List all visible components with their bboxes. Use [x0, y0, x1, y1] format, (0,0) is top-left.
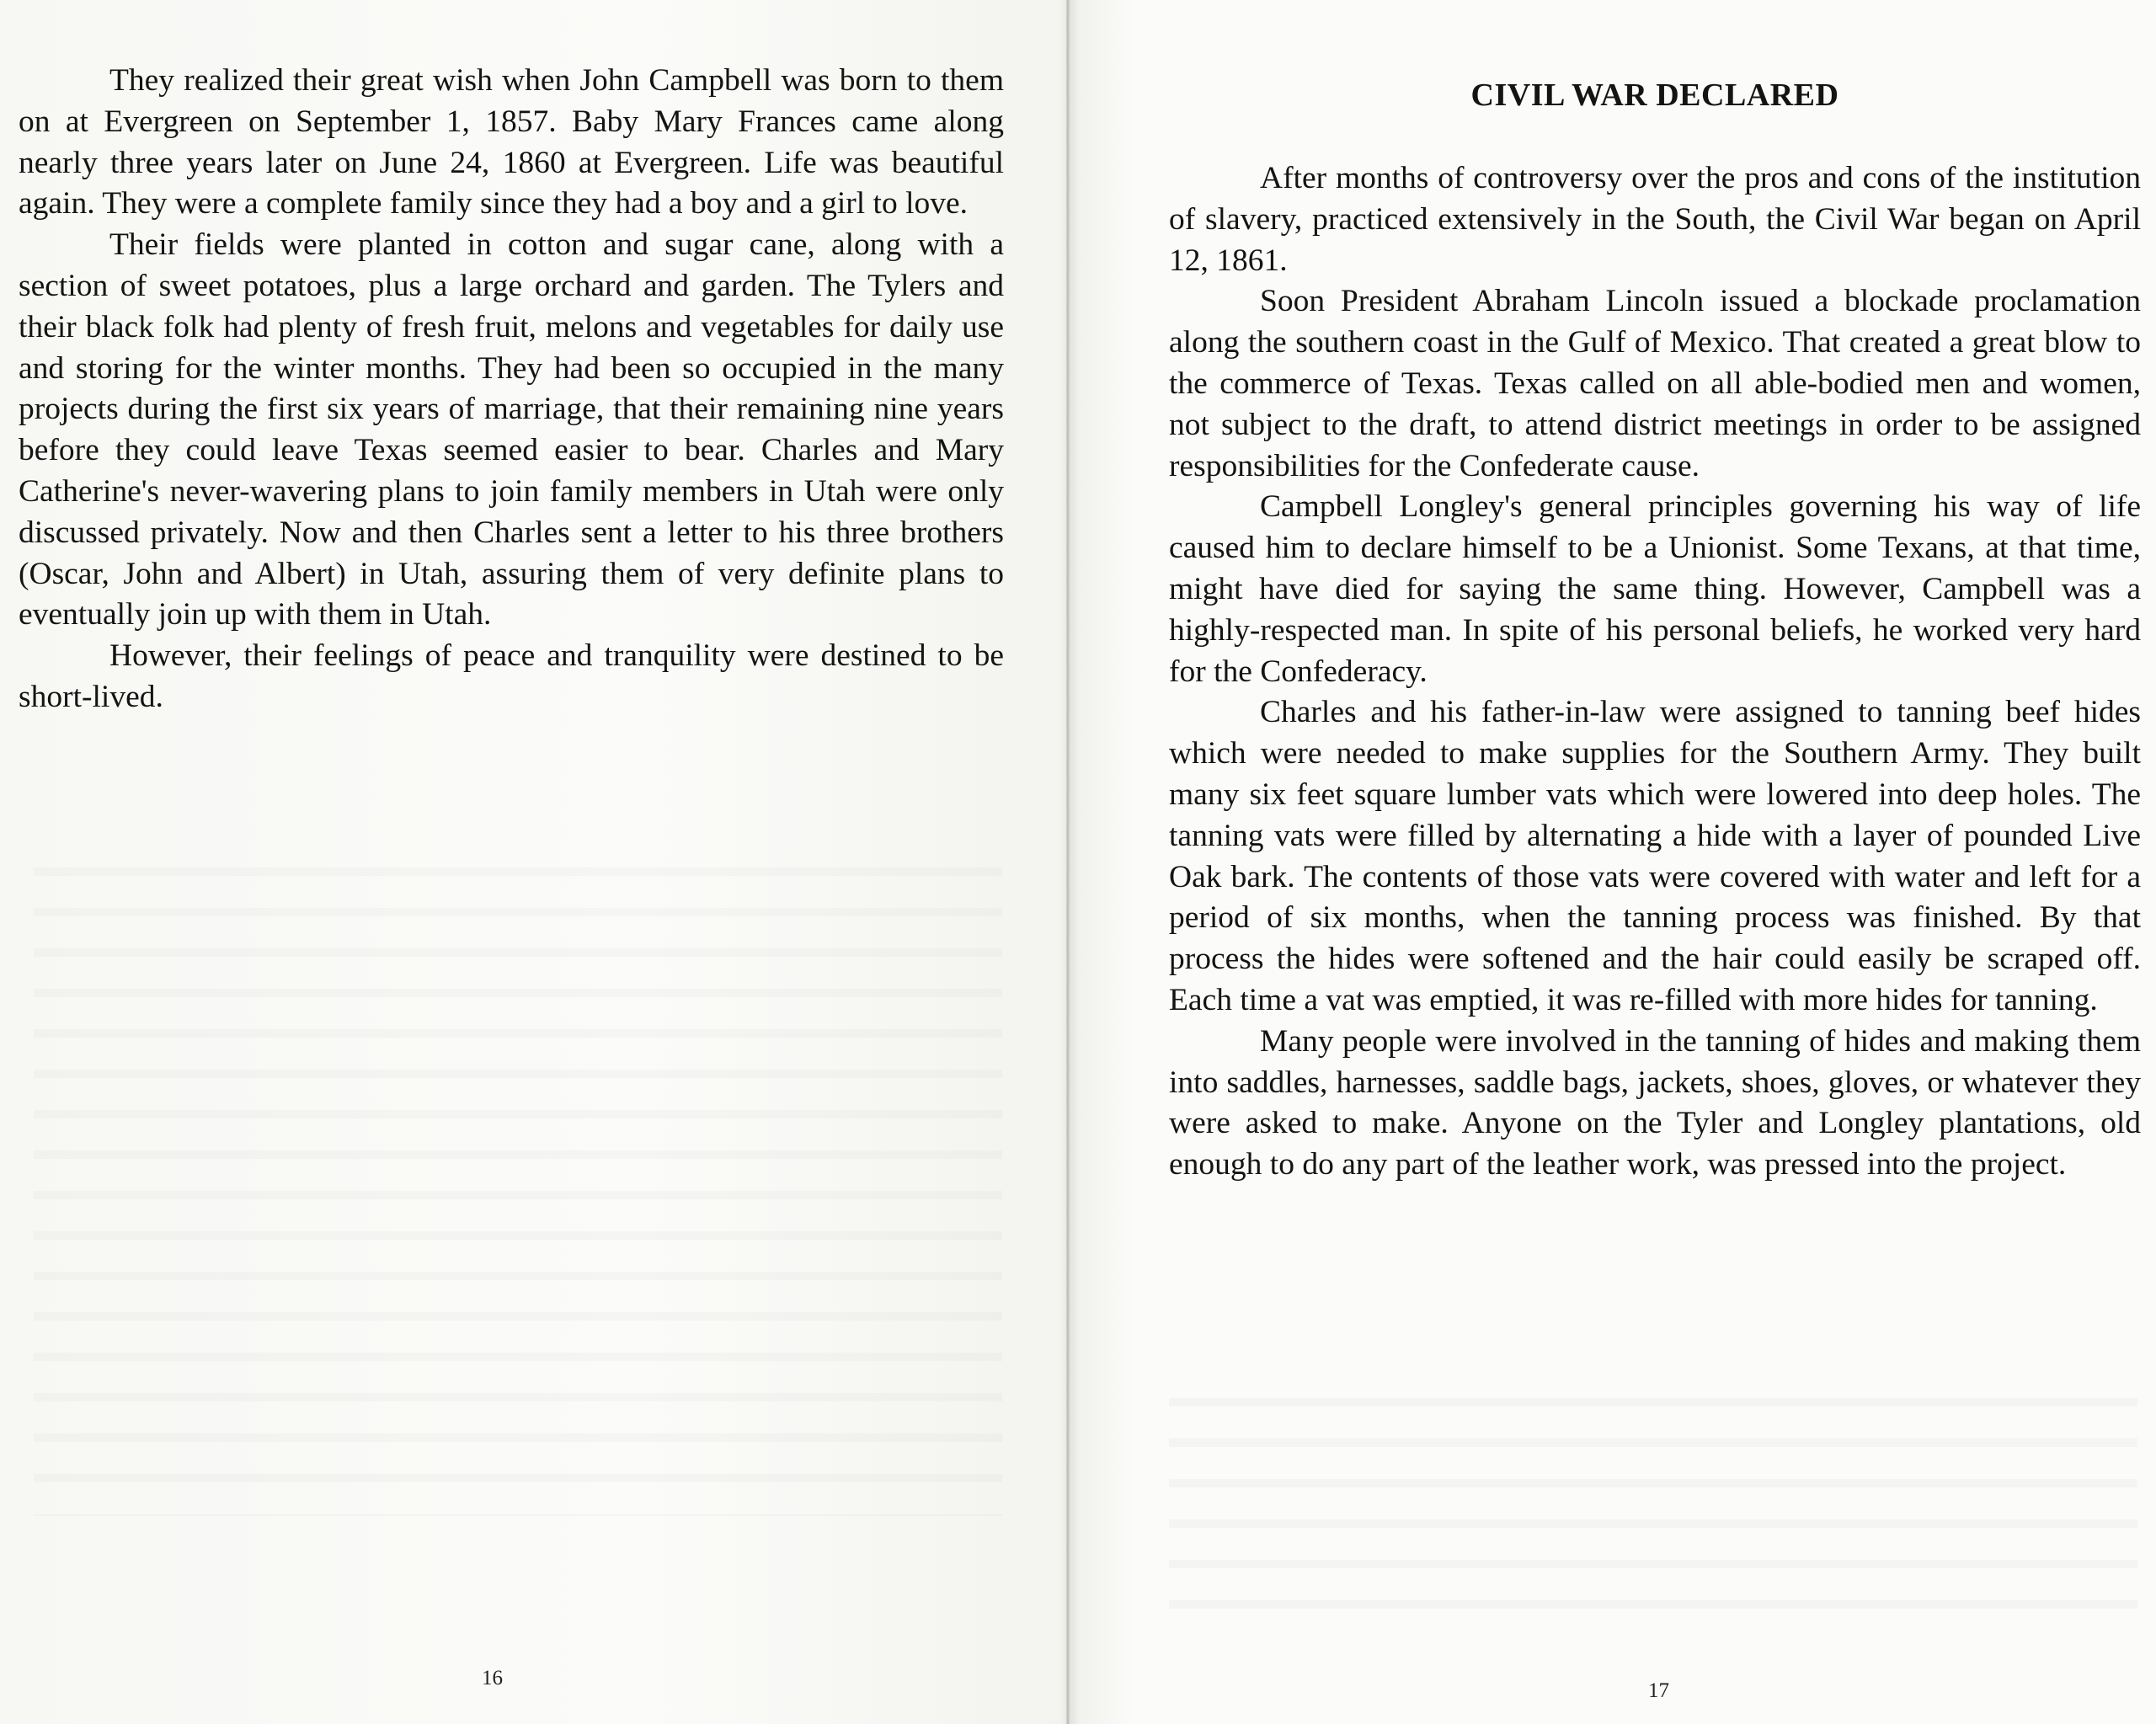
chapter-title: CIVIL WAR DECLARED: [1470, 77, 1839, 113]
right-paragraph-2: Soon President Abraham Lincoln issued a blockade proclamation along the southern coast in the Gulf of Mexico. That created a great blow to the commerce of Texas. Texas called on all able-bodied men and women, not subject to the draft, to attend district meetings in order to be assigned responsibilities for the Confederate cause.: [1169, 284, 2141, 483]
right-paragraph-3: Campbell Longley's general principles governing his way of life caused him to declare himself to be a Unionist. Some Texans, at that time, might have died for saying the same thing. However, Campbell was a highly-respected man. In spite of his personal beliefs, he worked very hard for the Confederacy.: [1169, 489, 2141, 689]
right-paragraph-4: Charles and his father-in-law were assigned to tanning beef hides which were needed to make supplies for the Southern Army. They built many six feet square lumber vats which were lowered into deep holes. The tanning vats were filled by alternating a hide with a layer of pounded Live Oak bark. The contents of those vats were covered with water and left for a period of six months, when the tanning process was finished. By that process the hides were softened and the hair could easily be scraped off. Each time a vat was emptied, it was re-filled with more hides for tanning.: [1169, 695, 2141, 1017]
gutter-shadow: [1059, 0, 1080, 1724]
right-paragraph-5: Many people were involved in the tanning of hides and making them into saddles, harnesses, saddle bags, jackets, shoes, gloves, or whatever they were asked to make. Anyone on the Tyler and Longley plantations, old enough to do any part of the leather work, was pressed into the project.: [1169, 1023, 2141, 1182]
right-page-number: 17: [1648, 1679, 1669, 1702]
left-page-number: 16: [482, 1667, 503, 1689]
left-paragraph-1: They realized their great wish when John Campbell was born to them on at Evergreen on September 1, 1857. Baby Mary Frances came along nearly three years later on June 24, 1860 at Evergreen. Life was beautiful again. They were a complete family since they had a boy and a girl to love.: [19, 63, 1004, 222]
right-page-body: [1169, 158, 2141, 1186]
right-paragraph-1: After months of controversy over the pros and cons of the institution of slavery, practiced extensively in the South, the Civil War began on April 12, 1861.: [1169, 161, 2141, 278]
left-paragraph-2: Their fields were planted in cotton and sugar cane, along with a section of sweet potatoes, plus a large orchard and garden. The Tylers and their black folk had plenty of fresh fruit, melons and vegetables for daily use and storing for the winter months. They had been so occupied in the many projects during the first six years of marriage, that their remaining nine years before they could leave Texas seemed easier to bear. Charles and Mary Catherine's never-wavering plans to join family members in Utah were only discussed privately. Now and then Charles sent a letter to his three brothers (Oscar, John and Albert) in Utah, assuring them of very definite plans to eventually join up with them in Utah.: [19, 227, 1004, 632]
book-gutter: [1066, 0, 1070, 1724]
left-paragraph-3: However, their feelings of peace and tranquility were destined to be short-lived.: [19, 638, 1004, 714]
left-page-body: [19, 61, 1004, 718]
